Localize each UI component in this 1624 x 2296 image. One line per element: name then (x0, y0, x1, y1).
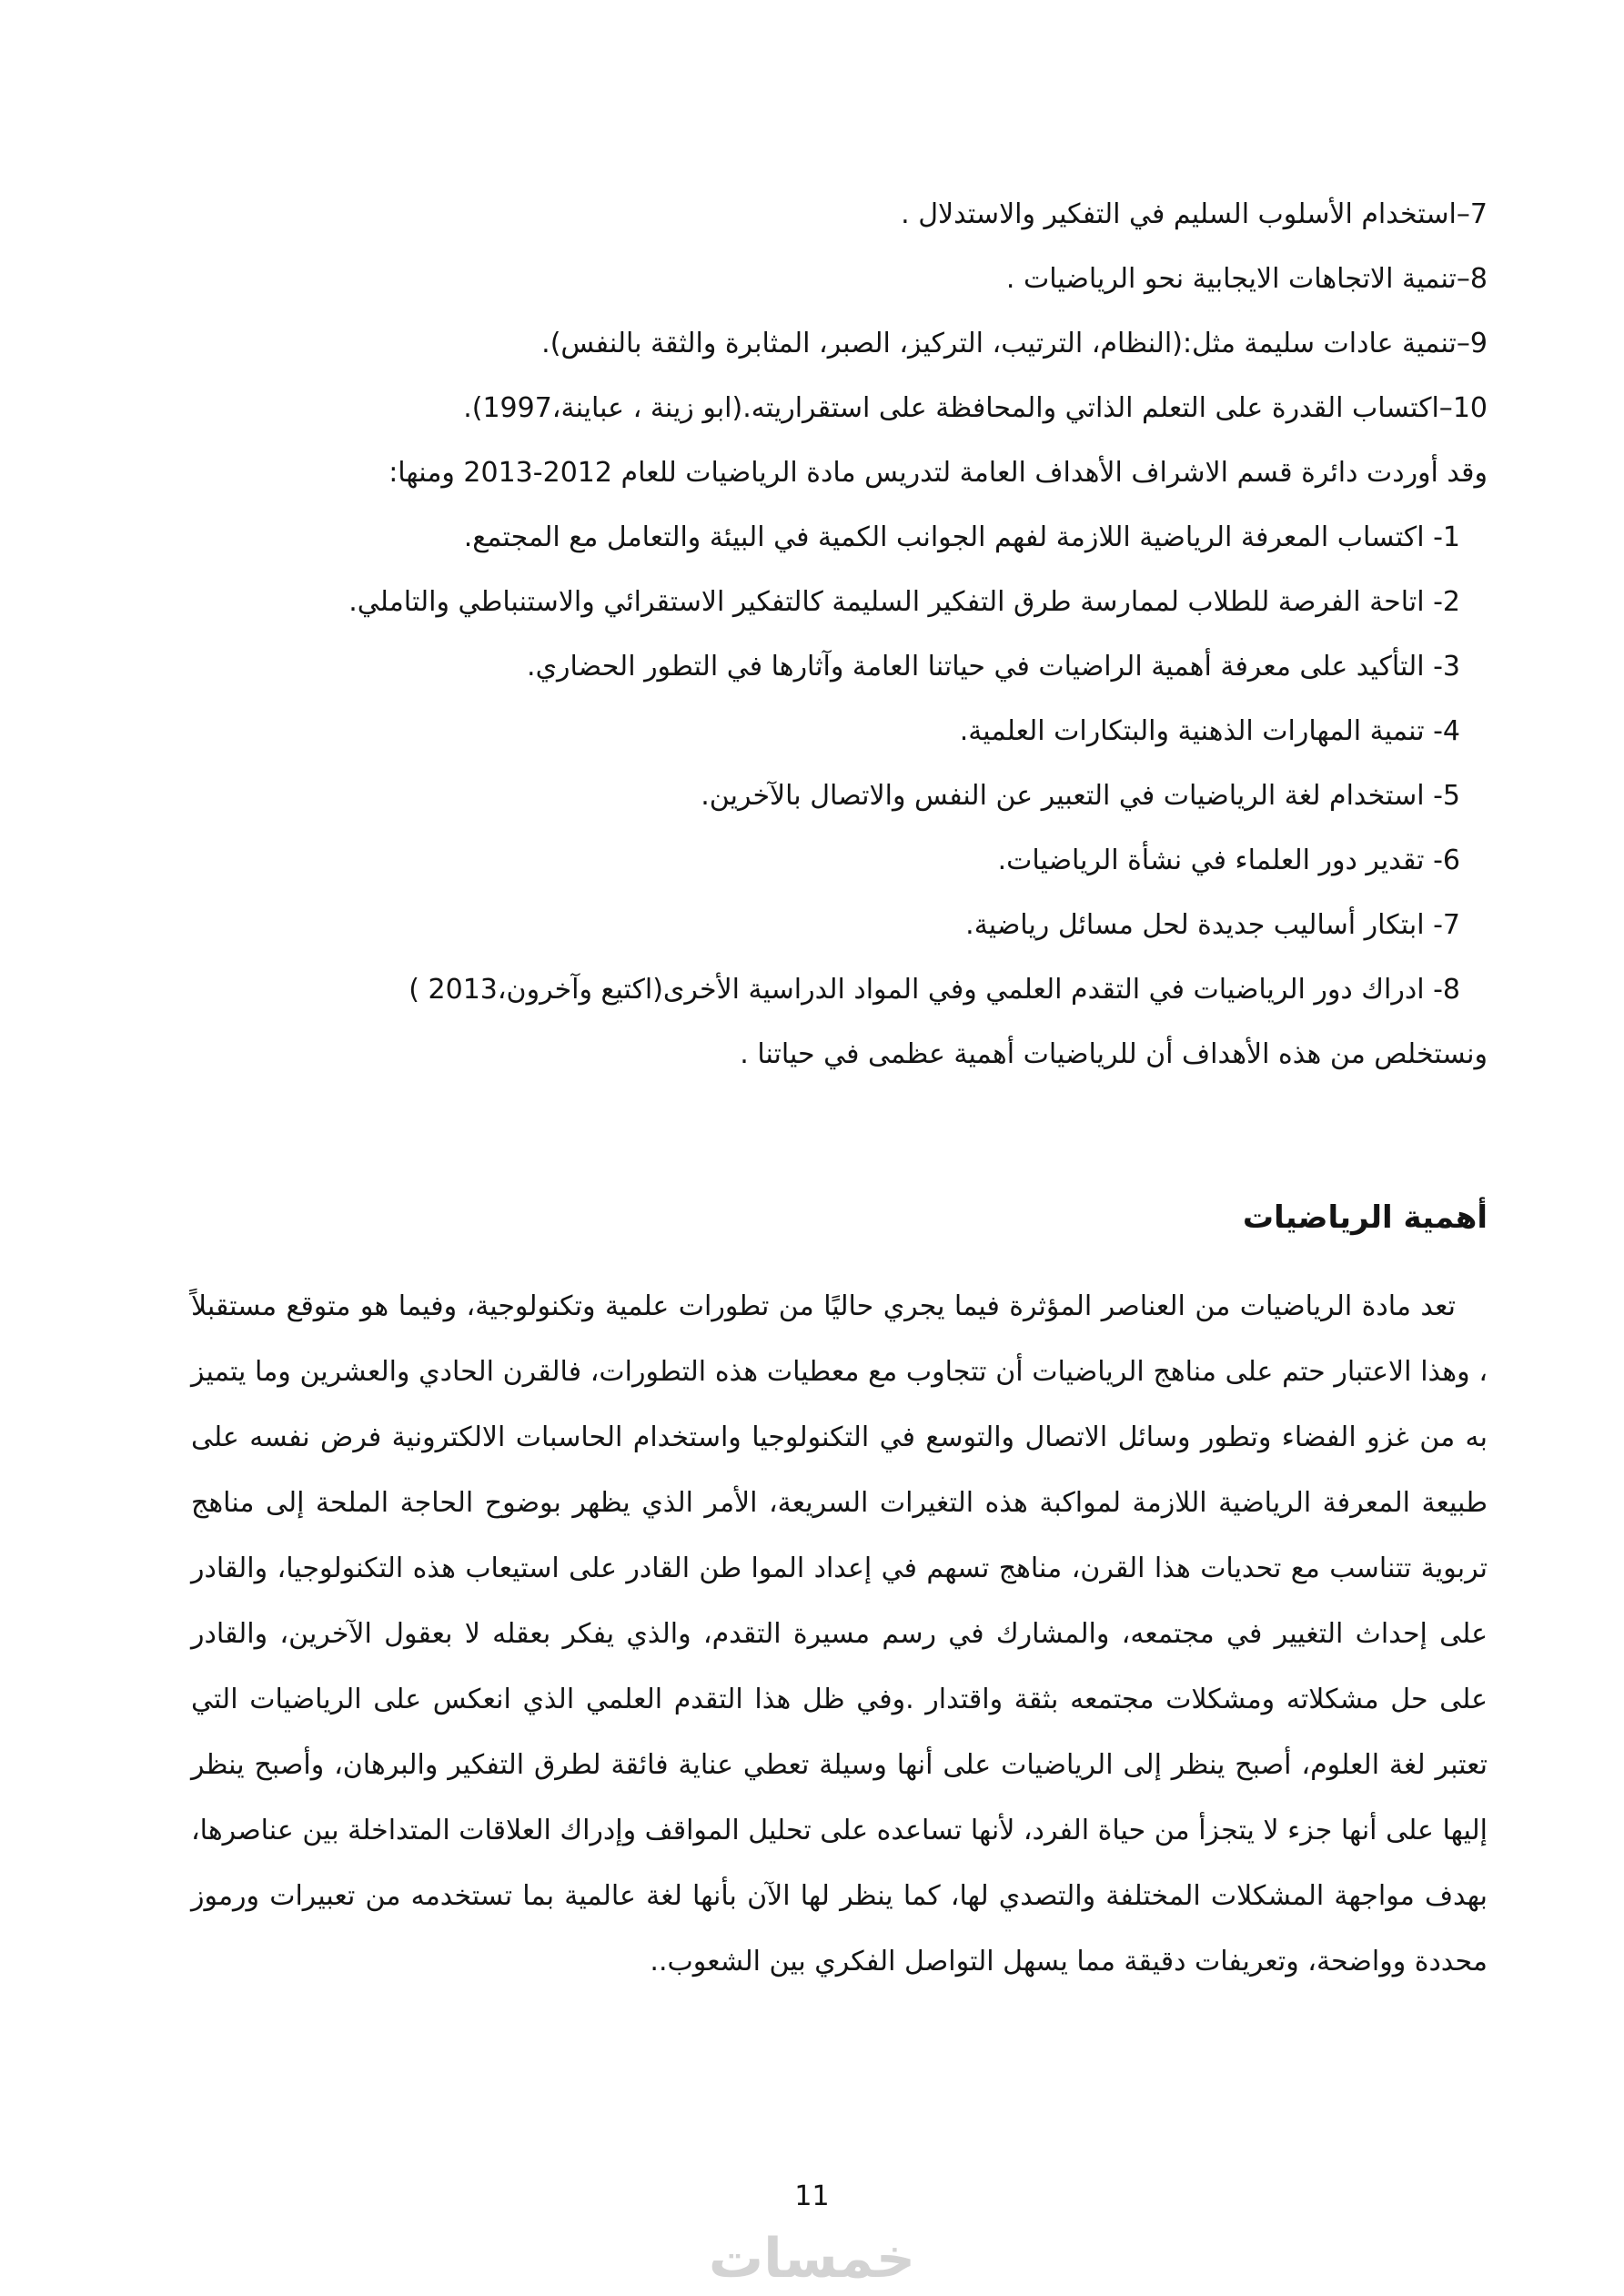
objectives-intro: وقد أوردت دائرة قسم الاشراف الأهداف العامة لتدريس مادة الرياضيات للعام 2012-2013 ومنها: (388, 457, 1488, 489)
page-number: 11 (794, 2180, 830, 2212)
body-paragraph: تعد مادة الرياضيات من العناصر المؤثرة فيما يجري حاليًا من تطورات علمية وتكنولوجية، وفيما هو متوقع مستقبلاً ، وهذا الاعتبار حتم على مناهج الرياضيات أن تتجاوب مع معطيات هذه التطورات، فالقرن الحادي والعشرين وما يتميز به من غزو الفضاء وتطور وسائل الاتصال والتوسع في التكنولوجيا واستخدام الحاسبات الالكترونية فرض نفسه على طبيعة المعرفة الرياضية اللازمة لمواكبة هذه التغيرات السريعة، الأمر الذي يظهر بوضوح الحاجة الملحة إلى مناهج تربوية تتناسب مع تحديات هذا القرن، مناهج تسهم في إعداد الموا طن القادر على استيعاب هذه التكنولوجيا، والقادر على إحداث التغيير في مجتمعه، والمشارك في رسم مسيرة التقدم، والذي يفكر بعقله لا بعقول الآخرين، والقادر على حل مشكلاته ومشكلات مجتمعه بثقة واقتدار .وفي ظل هذا التقدم العلمي الذي انعكس على الرياضيات التي تعتبر لغة العلوم، أصبح ينظر إلى الرياضيات على أنها وسيلة تعطي عناية فائقة لطرق التفكير والبرهان، وأصبح ينظر إليها على أنها جزء لا يتجزأ من حياة الفرد، لأنها تساعده على تحليل المواقف وإدراك العلاقات المتداخلة بين عناصرها، بهدف مواجهة المشكلات المختلفة والتصدي لها، كما ينظر لها الآن بأنها لغة عالمية بما تستخدمه من تعبيرات ورموز محددة وواضحة، وتعريفات دقيقة مما يسهل التواصل الفكري بين الشعوب.. (191, 1290, 1488, 1977)
section-heading: أهمية الرياضيات (1242, 1199, 1488, 1236)
list-item: 7–استخدام الأسلوب السليم في التفكير والاستدلال . (901, 198, 1488, 230)
conclusion-text: ونستخلص من هذه الأهداف أن للرياضيات أهمية عظمى في حياتنا . (740, 1038, 1488, 1070)
list-item: 10–اكتساب القدرة على التعلم الذاتي والمحافظة على استقراريته.(ابو زينة ، عباينة،1997). (463, 392, 1488, 424)
watermark-text: خمسات (708, 2227, 916, 2291)
list-item: 8–تنمية الاتجاهات الايجابية نحو الرياضيات . (1005, 263, 1488, 295)
objective-item: 4- تنمية المهارات الذهنية والبتكارات العلمية. (959, 715, 1460, 747)
objective-item: 6- تقدير دور العلماء في نشأة الرياضيات. (997, 845, 1460, 876)
objective-item: 5- استخدام لغة الرياضيات في التعبير عن النفس والاتصال بالآخرين. (701, 780, 1460, 812)
objective-item: 8- ادراك دور الرياضيات في التقدم العلمي وفي المواد الدراسية الأخرى(اكتيع وآخرون،2013 ) (409, 974, 1460, 1006)
page-content (191, 182, 1488, 1995)
objective-item: 3- التأكيد على معرفة أهمية الراضيات في حياتنا العامة وآثارها في التطور الحضاري. (527, 651, 1460, 683)
objective-item: 7- ابتكار أساليب جديدة لحل مسائل رياضية. (965, 909, 1460, 941)
objective-item: 2- اتاحة الفرصة للطلاب لممارسة طرق التفكير السليمة كالتفكير الاستقرائي والاستنباطي والتاملي. (348, 586, 1460, 618)
objective-item: 1- اكتساب المعرفة الرياضية اللازمة لفهم الجوانب الكمية في البيئة والتعامل مع المجتمع. (463, 521, 1460, 553)
list-item: 9–تنمية عادات سليمة مثل:(النظام، الترتيب، التركيز، الصبر، المثابرة والثقة بالنفس). (541, 328, 1488, 359)
